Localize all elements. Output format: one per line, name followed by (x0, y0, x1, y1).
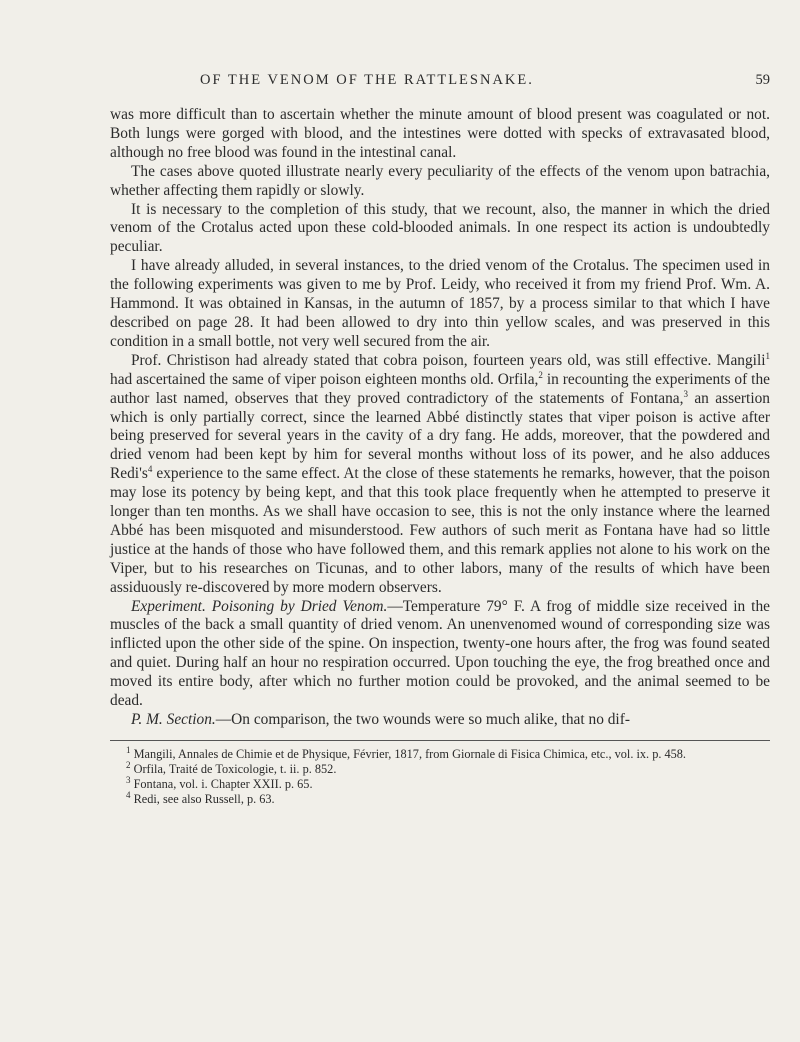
footnote (110, 774, 770, 792)
footnote-text: Fontana, vol. i. Chapter XXII. p. 65. (130, 776, 313, 791)
page (110, 72, 770, 807)
section-heading: P. M. Section. (131, 711, 216, 728)
page-number: 59 (755, 72, 770, 88)
text-run: had ascertained the same of viper poison eighteen months old. Orfila, (110, 370, 539, 388)
paragraph: I have already alluded, in several instances, to the dried venom of the Crotalus. The specimen used in the following experiments was given to me by Prof. Leidy, who received it from my friend Prof. Wm. A. Hammond. It was obtained in Kansas, in the autumn of 1857, by a process similar to that which I have described on page 28. It had been allowed to dry into thin yellow scales, and was preserved in this condition in a small bottle, not very well secured from the air. (110, 257, 770, 350)
paragraph: was more difficult than to ascertain whether the minute amount of blood present was coagulated or not. Both lungs were gorged with blood, and the intestines were dotted with specks of extravasated blood, although no free blood was found in the intestinal canal. (110, 106, 770, 161)
paragraph: The cases above quoted illustrate nearly every peculiarity of the effects of the venom upon batrachia, whether affecting them rapidly or slowly. (110, 162, 770, 199)
footnote-ref: 2 (538, 369, 543, 380)
text-run: an assertion which is only partially correct, since the learned Abbé distinctly states that viper poison is active after being preserved for several years in the cavity of a dry fang. He adds, moreover, that the powdered and dried venom had been kept by him for several months without loss of its power, and he also adduces Redi's (110, 389, 770, 483)
footnote-text: Orfila, Traité de Toxicologie, t. ii. p. 852. (130, 761, 337, 776)
footnote (110, 744, 770, 762)
footnote-ref: 4 (147, 464, 153, 475)
footnote (110, 789, 770, 807)
footnote-text: Redi, see also Russell, p. 63. (130, 791, 275, 806)
paragraph: It is necessary to the completion of this study, that we recount, also, the manner in which the dried venom of the Crotalus acted upon these cold-blooded animals. In one respect its action is undoubtedly peculiar. (110, 200, 770, 256)
running-header (110, 72, 770, 94)
footnote-mark: 2 (126, 759, 131, 770)
footnote (110, 759, 770, 777)
paragraph (110, 711, 770, 730)
footnote-mark: 1 (126, 744, 131, 755)
text-run: experience to the same effect. At the close of these statements he remarks, however, that the poison may lose its potency by being kept, and that this took place frequently when he attempted to preserve it longer than ten months. As we shall have occasion to see, this is not the only instance where the learned Abbé has been misquoted and misunderstood. Few authors of such merit as Fontana have had so little justice at the hands of those who have followed them, and this remark applies not alone to his work on the Viper, but to his researches on Ticunas, and to other labors, many of the results of which have been assiduously re-discovered by more modern observers. (110, 465, 770, 596)
footnote-divider (110, 740, 770, 741)
text-run: —On comparison, the two wounds were so much alike, that no dif- (215, 711, 630, 728)
footnotes (110, 744, 770, 807)
paragraph (110, 352, 770, 598)
paragraph (110, 598, 770, 711)
footnote-text: Mangili, Annales de Chimie et de Physique, Février, 1817, from Giornale di Fisica Chimica, etc., vol. ix. p. 458. (130, 746, 687, 761)
footnote-ref: 1 (765, 350, 770, 361)
text-run: —Temperature 79° F. A frog of middle size received in the muscles of the back a small quantity of dried venom. An unenvenomed wound of corresponding size was inflicted upon the other side of the spine. On inspection, twenty-one hours after, the frog was found seated and quiet. During half an hour no respiration occurred. Upon touching the eye, the frog breathed once and moved its entire body, after which no further motion could be provoked, and the animal seemed to be dead. (110, 597, 770, 710)
footnote-mark: 4 (126, 789, 131, 800)
footnote-mark: 3 (126, 774, 131, 785)
experiment-heading: Experiment. Poisoning by Dried Venom. (131, 597, 388, 615)
running-title: OF THE VENOM OF THE RATTLESNAKE. (200, 72, 534, 88)
footnote-ref: 3 (683, 388, 688, 399)
text-run: Prof. Christison had already stated that cobra poison, fourteen years old, was still effective. Mangili (131, 351, 766, 369)
text-run: in recounting the experiments of the author last named, observes that they proved contradictory of the statements of Fontana, (110, 370, 770, 407)
body-text (110, 106, 770, 730)
